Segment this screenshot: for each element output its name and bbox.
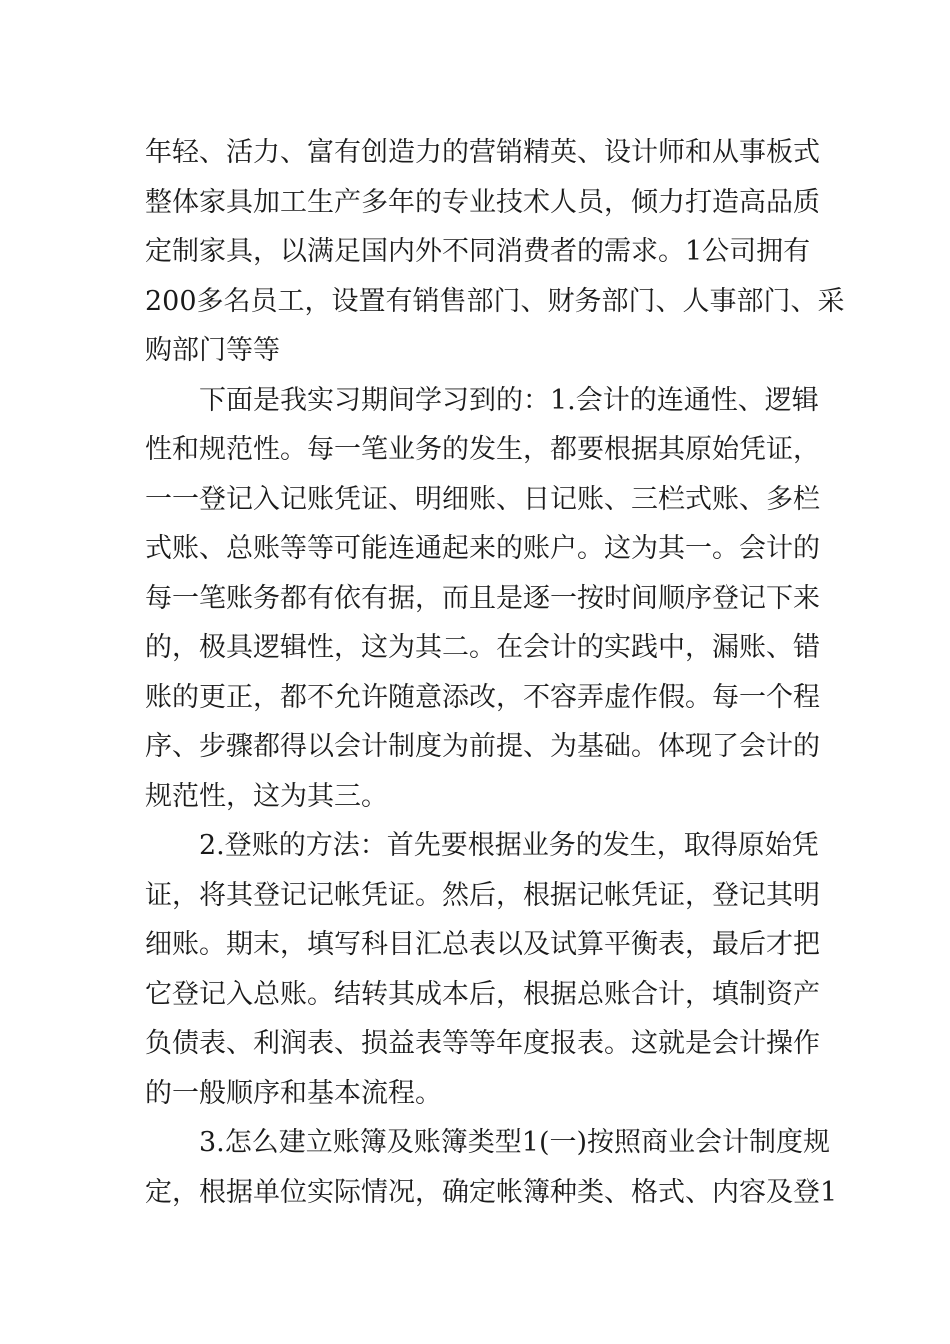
text-line: 式账、总账等等可能连通起来的账户。这为其一。会计的 — [145, 533, 820, 564]
text-line: 定，根据单位实际情况，确定帐簿种类、格式、内容及登1 — [145, 1176, 838, 1208]
text-line: 的一般顺序和基本流程。 — [145, 1077, 442, 1109]
text-line: 规范性，这为其三。 — [145, 780, 388, 812]
text-line: 序、步骤都得以会计制度为前提、为基础。体现了会计的 — [145, 731, 820, 762]
text-line: 性和规范性。每一笔业务的发生，都要根据其原始凭证， — [145, 434, 820, 465]
text-line: 年轻、活力、富有创造力的营销精英、设计师和从事板式 — [145, 137, 820, 168]
text-line: 细账。期末，填写科目汇总表以及试算平衡表，最后才把 — [145, 929, 820, 960]
body-text — [145, 128, 845, 1217]
text-line: 2.登账的方法：首先要根据业务的发生，取得原始凭 — [199, 830, 819, 861]
text-line: 账的更正，都不允许随意添改，不容弄虚作假。每一个程 — [145, 681, 820, 713]
text-line: 定制家具，以满足国内外不同消费者的需求。1公司拥有 — [145, 236, 811, 267]
text-line: 3.怎么建立账簿及账簿类型1(一)按照商业会计制度规 — [199, 1127, 831, 1158]
text-line: 购部门等等 — [145, 335, 280, 366]
text-line: 的，极具逻辑性，这为其二。在会计的实践中，漏账、错 — [145, 632, 820, 663]
text-line: 它登记入总账。结转其成本后，根据总账合计，填制资产 — [145, 978, 820, 1010]
text-line: 证，将其登记记帐凭证。然后，根据记帐凭证，登记其明 — [145, 879, 820, 911]
text-line: 一一登记入记账凭证、明细账、日记账、三栏式账、多栏 — [145, 483, 820, 515]
text-line: 下面是我实习期间学习到的：1.会计的连通性、逻辑 — [199, 384, 819, 416]
text-line: 每一笔账务都有依有据，而且是逐一按时间顺序登记下来 — [145, 582, 820, 614]
text-line: 负债表、利润表、损益表等等年度报表。这就是会计操作 — [145, 1028, 820, 1059]
text-line: 200多名员工，设置有销售部门、财务部门、人事部门、采 — [145, 285, 845, 317]
text-line: 整体家具加工生产多年的专业技术人员，倾力打造高品质 — [145, 186, 820, 218]
